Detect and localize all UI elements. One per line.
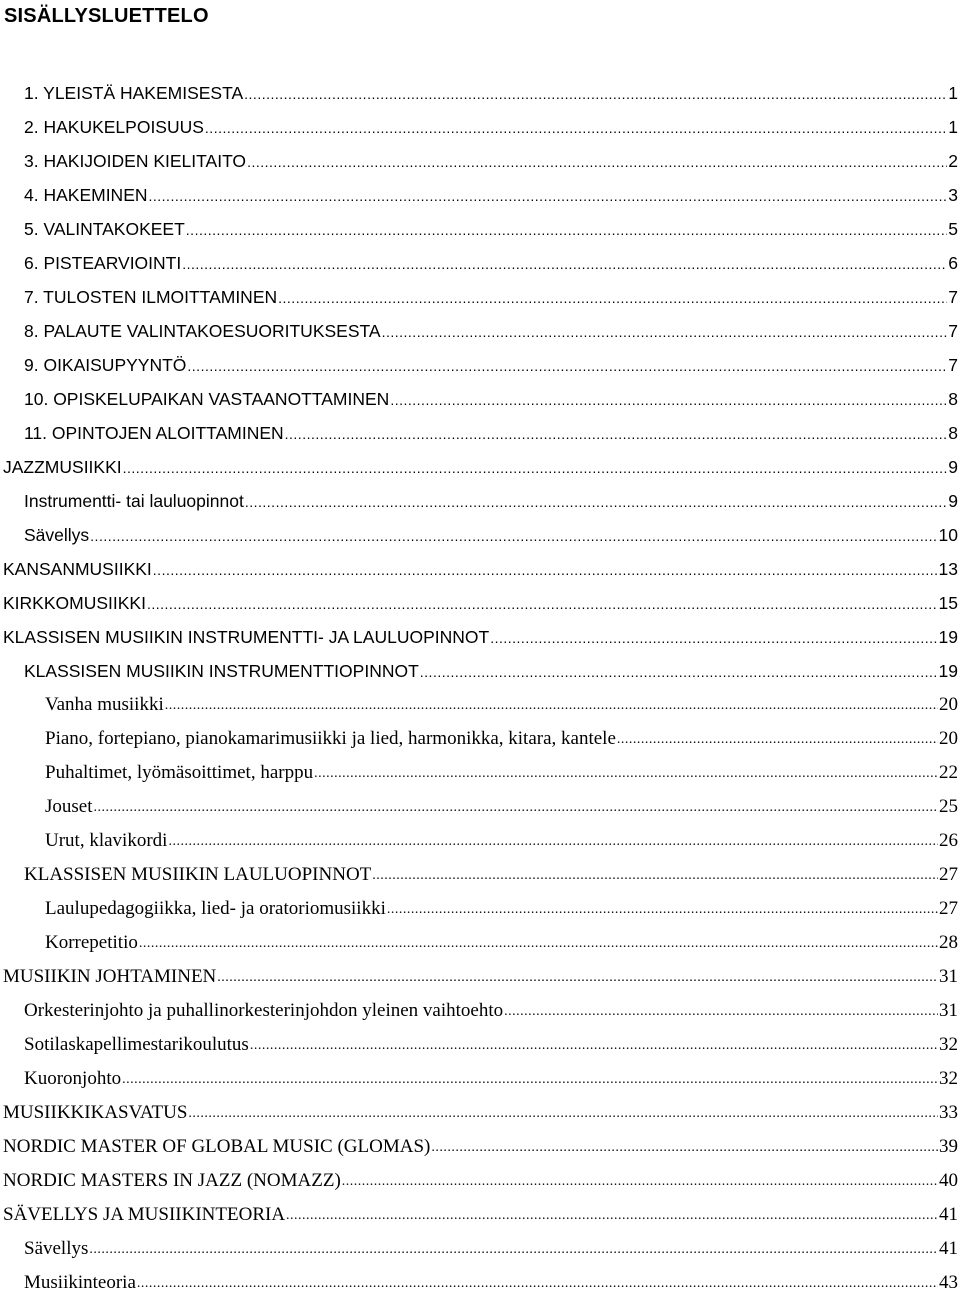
toc-entry-label: 3. HAKIJOIDEN KIELITAITO: [24, 150, 247, 171]
toc-entry-page: 19: [938, 626, 958, 647]
toc-dot-leader: [278, 280, 947, 314]
toc-dot-leader: [390, 382, 947, 416]
toc-dot-leader: [89, 1232, 938, 1266]
toc-dot-leader: [147, 586, 938, 620]
toc-entry-page: 28: [939, 932, 958, 953]
toc-entry[interactable]: [0, 858, 960, 892]
toc-entry[interactable]: [0, 212, 960, 246]
toc-entry-page: 3: [948, 184, 958, 205]
toc-entry-label: KLASSISEN MUSIIKIN INSTRUMENTTI- JA LAULUOPINNOT: [3, 626, 490, 647]
toc-entry-page: 32: [939, 1034, 958, 1055]
toc-dot-leader: [244, 76, 947, 110]
toc-dot-leader: [245, 484, 947, 518]
toc-entry-page: 22: [939, 762, 958, 783]
toc-entry-page: 31: [939, 1000, 958, 1021]
toc-dot-leader: [205, 110, 947, 144]
toc-dot-leader: [420, 654, 938, 688]
toc-entry-page: 26: [939, 830, 958, 851]
toc-entry[interactable]: [0, 178, 960, 212]
toc-entry[interactable]: [0, 518, 960, 552]
toc-entry[interactable]: [0, 756, 960, 790]
toc-entry-label: 8. PALAUTE VALINTAKOESUORITUKSESTA: [24, 320, 381, 341]
toc-dot-leader: [314, 756, 938, 790]
toc-dot-leader: [90, 518, 937, 552]
toc-dot-leader: [372, 858, 938, 892]
toc-entry-page: 9: [948, 456, 958, 477]
toc-entry[interactable]: [0, 586, 960, 620]
toc-entry[interactable]: [0, 824, 960, 858]
toc-entry[interactable]: [0, 960, 960, 994]
toc-entry[interactable]: [0, 76, 960, 110]
toc-entry-label: 1. YLEISTÄ HAKEMISESTA: [24, 82, 244, 103]
toc-entry-label: Urut, klavikordi: [45, 830, 168, 851]
toc-dot-leader: [137, 1266, 938, 1300]
toc-entry-label: 10. OPISKELUPAIKAN VASTAANOTTAMINEN: [24, 388, 390, 409]
toc-entry-label: Musiikinteoria: [24, 1272, 136, 1293]
toc-entry-label: Laulupedagogiikka, lied- ja oratoriomusiikki: [45, 898, 386, 919]
toc-entry-page: 40: [939, 1170, 958, 1191]
toc-entry-label: 2. HAKUKELPOISUUS: [24, 116, 204, 137]
toc-entry-label: 5. VALINTAKOKEET: [24, 218, 185, 239]
toc-entry[interactable]: [0, 246, 960, 280]
toc-dot-leader: [286, 1198, 938, 1232]
toc-entry-label: 9. OIKAISUPYYNTÖ: [24, 354, 187, 375]
toc-entry-label: 11. OPINTOJEN ALOITTAMINEN: [24, 422, 284, 443]
toc-entry[interactable]: [0, 552, 960, 586]
toc-entry[interactable]: [0, 314, 960, 348]
toc-entry[interactable]: [0, 994, 960, 1028]
toc-entry-label: Instrumentti- tai lauluopinnot: [24, 490, 244, 511]
toc-entry-page: 33: [939, 1102, 958, 1123]
toc-dot-leader: [382, 314, 948, 348]
toc-entry[interactable]: [0, 688, 960, 722]
toc-entry[interactable]: [0, 722, 960, 756]
toc-entry[interactable]: [0, 892, 960, 926]
toc-entry[interactable]: [0, 1232, 960, 1266]
toc-entry[interactable]: [0, 1198, 960, 1232]
toc-entry-label: MUSIIKIN JOHTAMINEN: [3, 966, 217, 987]
toc-entry[interactable]: [0, 348, 960, 382]
toc-entry-page: 8: [948, 422, 958, 443]
toc-entry-label: Orkesterinjohto ja puhallinorkesterinjohdon yleinen vaihtoehto: [24, 1000, 504, 1021]
toc-entry[interactable]: [0, 382, 960, 416]
toc-entry[interactable]: [0, 110, 960, 144]
toc-dot-leader: [139, 926, 938, 960]
toc-dot-leader: [123, 450, 948, 484]
toc-entry-label: 4. HAKEMINEN: [24, 184, 148, 205]
toc-entry-label: Sävellys: [24, 1238, 89, 1259]
toc-dot-leader: [188, 1096, 938, 1130]
toc-entry-page: 39: [939, 1136, 958, 1157]
toc-dot-leader: [247, 144, 947, 178]
toc-entry-page: 7: [948, 354, 958, 375]
toc-entry-page: 25: [939, 796, 958, 817]
toc-entry[interactable]: [0, 484, 960, 518]
toc-entry[interactable]: [0, 1130, 960, 1164]
toc-entry-label: KANSANMUSIIKKI: [3, 558, 152, 579]
toc-dot-leader: [217, 960, 938, 994]
page-title: SISÄLLYSLUETTELO: [4, 5, 209, 27]
toc-entry[interactable]: [0, 654, 960, 688]
toc-entry-label: Sävellys: [24, 524, 90, 545]
toc-entry-label: Vanha musiikki: [45, 694, 164, 715]
toc-entry-label: KIRKKOMUSIIKKI: [3, 592, 146, 613]
toc-dot-leader: [504, 994, 938, 1028]
toc-entry-label: JAZZMUSIIKKI: [3, 456, 122, 477]
toc-entry-label: 7. TULOSTEN ILMOITTAMINEN: [24, 286, 278, 307]
toc-entry-label: 6. PISTEARVIOINTI: [24, 252, 182, 273]
toc-entry-label: KLASSISEN MUSIIKIN LAULUOPINNOT: [24, 864, 372, 885]
toc-entry-page: 20: [939, 694, 958, 715]
toc-entry-page: 6: [948, 252, 958, 273]
table-of-contents: [0, 76, 960, 1300]
toc-entry-label: MUSIIKKIKASVATUS: [3, 1102, 188, 1123]
toc-dot-leader: [490, 620, 937, 654]
toc-dot-leader: [431, 1130, 938, 1164]
toc-entry[interactable]: [0, 926, 960, 960]
toc-entry-label: SÄVELLYS JA MUSIIKINTEORIA: [3, 1204, 286, 1225]
toc-entry-label: NORDIC MASTER OF GLOBAL MUSIC (GLOMAS): [3, 1136, 431, 1157]
toc-dot-leader: [165, 688, 938, 722]
toc-entry-label: NORDIC MASTERS IN JAZZ (NOMAZZ): [3, 1170, 341, 1191]
toc-entry-page: 1: [948, 116, 958, 137]
toc-entry-page: 5: [948, 218, 958, 239]
toc-dot-leader: [149, 178, 948, 212]
toc-dot-leader: [187, 348, 947, 382]
toc-dot-leader: [182, 246, 947, 280]
toc-entry-label: Puhaltimet, lyömäsoittimet, harppu: [45, 762, 314, 783]
toc-entry-page: 10: [938, 524, 958, 545]
toc-dot-leader: [285, 416, 948, 450]
toc-entry-label: Kuoronjohto: [24, 1068, 122, 1089]
toc-dot-leader: [186, 212, 947, 246]
toc-dot-leader: [153, 552, 938, 586]
toc-entry-page: 7: [948, 286, 958, 307]
toc-entry-page: 27: [939, 898, 958, 919]
toc-entry[interactable]: [0, 416, 960, 450]
toc-entry[interactable]: [0, 790, 960, 824]
toc-entry-page: 27: [939, 864, 958, 885]
toc-entry-page: 15: [938, 592, 958, 613]
toc-entry[interactable]: [0, 1028, 960, 1062]
toc-entry[interactable]: [0, 1164, 960, 1198]
toc-entry-page: 8: [948, 388, 958, 409]
toc-entry-label: Jouset: [45, 796, 93, 817]
toc-entry-page: 20: [939, 728, 958, 749]
toc-entry-page: 13: [938, 558, 958, 579]
toc-dot-leader: [617, 722, 938, 756]
toc-entry-label: Sotilaskapellimestarikoulutus: [24, 1034, 249, 1055]
toc-entry-page: 31: [939, 966, 958, 987]
toc-entry-label: KLASSISEN MUSIIKIN INSTRUMENTTIOPINNOT: [24, 660, 419, 681]
toc-entry[interactable]: [0, 1266, 960, 1300]
toc-entry[interactable]: [0, 450, 960, 484]
toc-entry[interactable]: [0, 620, 960, 654]
toc-dot-leader: [168, 824, 938, 858]
toc-entry-page: 7: [948, 320, 958, 341]
toc-entry[interactable]: [0, 1062, 960, 1096]
toc-entry-page: 43: [939, 1272, 958, 1293]
toc-entry-page: 19: [938, 660, 958, 681]
toc-dot-leader: [122, 1062, 938, 1096]
toc-entry-label: Korrepetitio: [45, 932, 138, 953]
toc-entry-label: Piano, fortepiano, pianokamarimusiikki ja lied, harmonikka, kitara, kantele: [45, 728, 616, 749]
toc-dot-leader: [250, 1028, 938, 1062]
toc-dot-leader: [94, 790, 939, 824]
toc-entry-page: 41: [939, 1238, 958, 1259]
toc-entry-page: 2: [948, 150, 958, 171]
toc-entry-page: 1: [948, 82, 958, 103]
toc-entry-page: 41: [939, 1204, 958, 1225]
toc-entry[interactable]: [0, 280, 960, 314]
toc-entry[interactable]: [0, 1096, 960, 1130]
toc-dot-leader: [342, 1164, 938, 1198]
toc-dot-leader: [387, 892, 938, 926]
toc-entry-page: 9: [948, 490, 958, 511]
toc-entry-page: 32: [939, 1068, 958, 1089]
toc-entry[interactable]: [0, 144, 960, 178]
